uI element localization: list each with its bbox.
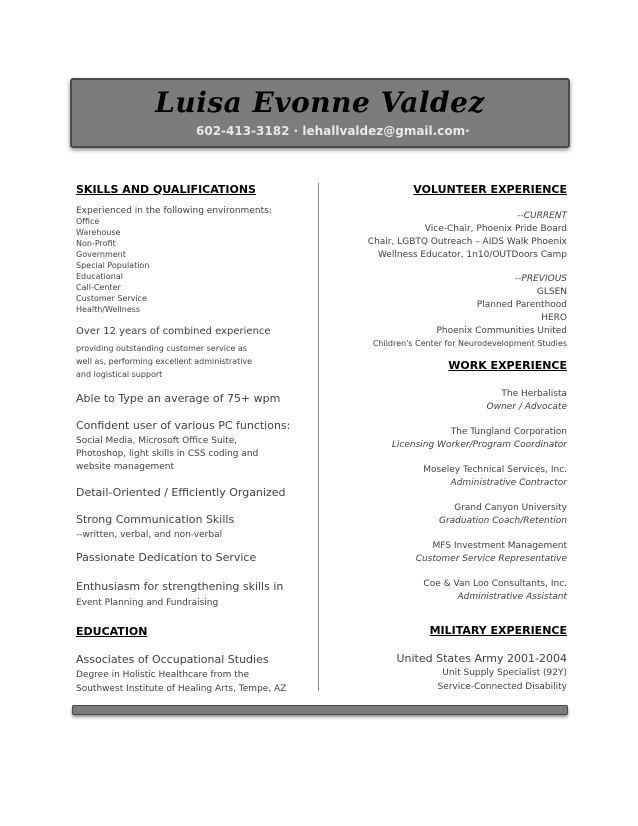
volunteer-previous-item: Phoenix Communities United (436, 326, 567, 336)
volunteer-current-item: Vice-Chair, Phoenix Pride Board (424, 224, 567, 234)
job-org: MFS Investment Management (432, 541, 567, 551)
passion-skill: Passionate Dedication to Service (76, 551, 257, 564)
job-org: Coe & Van Loo Consultants, Inc. (423, 579, 567, 589)
experience-line: and logistical support (76, 370, 163, 379)
environment-item: Government (76, 250, 126, 259)
environment-item: Call-Center (76, 283, 121, 292)
job-role: Administrative Contractor (450, 478, 567, 488)
environments-intro: Experienced in the following environments: (76, 206, 272, 216)
communication-sub: --written, verbal, and non-verbal (76, 530, 223, 540)
contact-line: 602-413-3182 · lehallvaldez@gmail.com· (196, 124, 470, 138)
job-role: Administrative Assistant (457, 592, 567, 602)
volunteer-previous-label: --PREVIOUS (514, 274, 567, 284)
volunteer-previous-item: GLSEN (536, 287, 567, 297)
job-role: Licensing Worker/Program Coordinator (391, 440, 567, 450)
military-line: Unit Supply Specialist (92Y) (442, 668, 567, 678)
education-degree: Associates of Occupational Studies (76, 653, 269, 666)
footer-bar (72, 705, 568, 715)
environment-item: Non-Profit (76, 239, 116, 248)
environment-item: Health/Wellness (76, 305, 141, 314)
pc-line: Social Media, Microsoft Office Suite, (76, 436, 238, 446)
volunteer-heading: VOLUNTEER EXPERIENCE (413, 183, 567, 196)
military-heading: MILITARY EXPERIENCE (429, 624, 567, 637)
column-divider (318, 183, 319, 691)
pc-line: website management (76, 462, 175, 472)
education-line: Degree in Holistic Healthcare from the (76, 670, 249, 680)
detail-skill: Detail-Oriented / Efficiently Organized (76, 486, 286, 499)
header-banner (70, 78, 570, 148)
job-role: Graduation Coach/Retention (438, 516, 567, 526)
education-line: Southwest Institute of Healing Arts, Tempe, AZ (76, 684, 287, 694)
typing-skill: Able to Type an average of 75+ wpm (76, 392, 281, 405)
environment-item: Customer Service (76, 294, 147, 303)
pc-line: Photoshop, light skills in CSS coding and (76, 449, 259, 459)
environment-item: Warehouse (76, 228, 121, 237)
job-org: Moseley Technical Services, Inc. (423, 465, 567, 475)
candidate-name: Luisa Evonne Valdez (155, 86, 485, 119)
volunteer-current-label: --CURRENT (517, 211, 567, 221)
volunteer-current-item: Chair, LGBTQ Outreach – AIDS Walk Phoenix (367, 237, 567, 247)
pc-title: Confident user of various PC functions: (76, 419, 291, 432)
environment-item: Educational (76, 272, 123, 281)
skills-heading: SKILLS AND QUALIFICATIONS (76, 183, 256, 196)
education-heading: EDUCATION (76, 625, 148, 638)
job-org: The Herbalista (501, 389, 567, 399)
environment-item: Office (76, 217, 100, 226)
experience-line: well as, performing excellent administrative (76, 357, 253, 366)
job-org: The Tungland Corporation (450, 427, 567, 437)
military-line: Service-Connected Disability (437, 682, 567, 692)
volunteer-previous-item: Planned Parenthood (476, 300, 567, 310)
job-role: Owner / Advocate (486, 402, 567, 412)
work-heading: WORK EXPERIENCE (448, 359, 567, 372)
environment-item: Special Population (76, 261, 150, 270)
enthusiasm-title: Enthusiasm for strengthening skills in (76, 580, 284, 593)
experience-title: Over 12 years of combined experience (76, 326, 271, 337)
job-role: Customer Service Representative (415, 554, 567, 564)
volunteer-previous-item: Children's Center for Neurodevelopment Studies (372, 339, 567, 348)
military-service: United States Army 2001-2004 (396, 652, 567, 665)
communication-title: Strong Communication Skills (76, 513, 235, 526)
volunteer-current-item: Wellness Educator, 1n10/OUTDoors Camp (378, 250, 567, 260)
job-org: Grand Canyon University (454, 503, 567, 513)
volunteer-previous-item: HERO (541, 313, 567, 323)
enthusiasm-sub: Event Planning and Fundraising (76, 598, 219, 608)
experience-line: providing outstanding customer service as (76, 344, 247, 353)
